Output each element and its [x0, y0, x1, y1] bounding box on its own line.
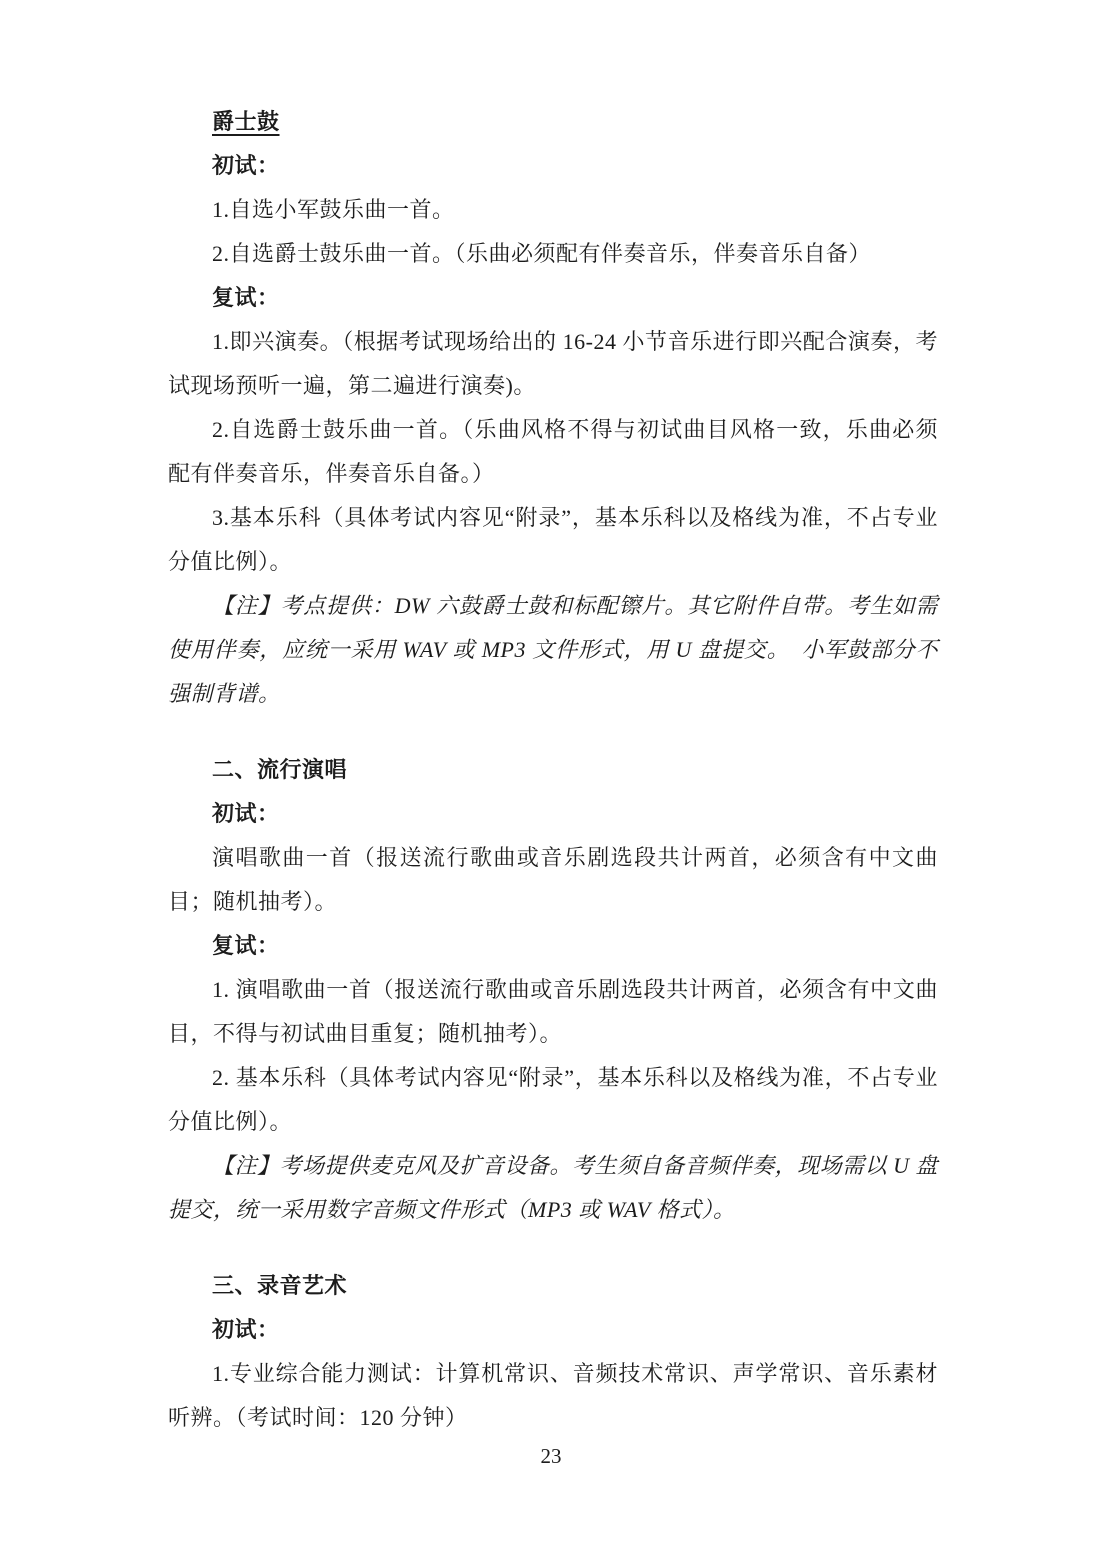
recording-round1-label: 初试： — [212, 1317, 280, 1342]
pop-note-paragraph: 【注】考场提供麦克风及扩音设备。考生须自备音频伴奏，现场需以 U 盘提交，统一采用数字音频文件形式（MP3 或 WAV 格式）。 — [168, 1153, 938, 1222]
page-number: 23 — [540, 1444, 562, 1468]
section-gap — [168, 716, 938, 748]
recording-round1-item: 1.专业综合能力测试：计算机常识、音频技术常识、声学常识、音乐素材听辨。（考试时间：120 分钟） — [168, 1361, 938, 1430]
section-heading-pop-vocal: 二、流行演唱 — [212, 757, 348, 782]
pop-round1-item: 演唱歌曲一首（报送流行歌曲或音乐剧选段共计两首，必须含有中文曲目；随机抽考）。 — [168, 845, 938, 914]
jazz-round2-item: 3.基本乐科（具体考试内容见“附录”，基本乐科以及格线为准，不占专业分值比例）。 — [168, 505, 938, 574]
jazz-round1-item: 1.自选小军鼓乐曲一首。 — [212, 197, 455, 222]
pop-round1-label: 初试： — [212, 801, 280, 826]
jazz-round2-item: 2.自选爵士鼓乐曲一首。（乐曲风格不得与初试曲目风格一致，乐曲必须配有伴奏音乐，伴奏音乐自备。） — [168, 417, 938, 486]
jazz-drums-title — [168, 100, 938, 144]
jazz-round2-label: 复试： — [212, 285, 280, 310]
jazz-drums-title-text: 爵士鼓 — [212, 109, 280, 134]
section-gap — [168, 1232, 938, 1264]
page-content — [168, 100, 938, 1440]
pop-round2-label: 复试： — [212, 933, 280, 958]
jazz-round2-item: 1.即兴演奏。（根据考试现场给出的 16-24 小节音乐进行即兴配合演奏，考试现场预听一遍，第二遍进行演奏)。 — [168, 329, 938, 398]
jazz-round1-label: 初试： — [212, 153, 280, 178]
jazz-note-paragraph: 【注】考点提供：DW 六鼓爵士鼓和标配镲片。其它附件自带。考生如需使用伴奏，应统一采用 WAV 或 MP3 文件形式，用 U 盘提交。 小军鼓部分不强制背谱。 — [168, 593, 938, 706]
jazz-round1-item: 2.自选爵士鼓乐曲一首。（乐曲必须配有伴奏音乐，伴奏音乐自备） — [212, 241, 872, 266]
pop-round2-item: 2. 基本乐科（具体考试内容见“附录”，基本乐科以及格线为准，不占专业分值比例）。 — [168, 1065, 938, 1134]
pop-round2-item: 1. 演唱歌曲一首（报送流行歌曲或音乐剧选段共计两首，必须含有中文曲目，不得与初试曲目重复；随机抽考）。 — [168, 977, 938, 1046]
section-heading-recording-arts: 三、录音艺术 — [212, 1273, 348, 1298]
